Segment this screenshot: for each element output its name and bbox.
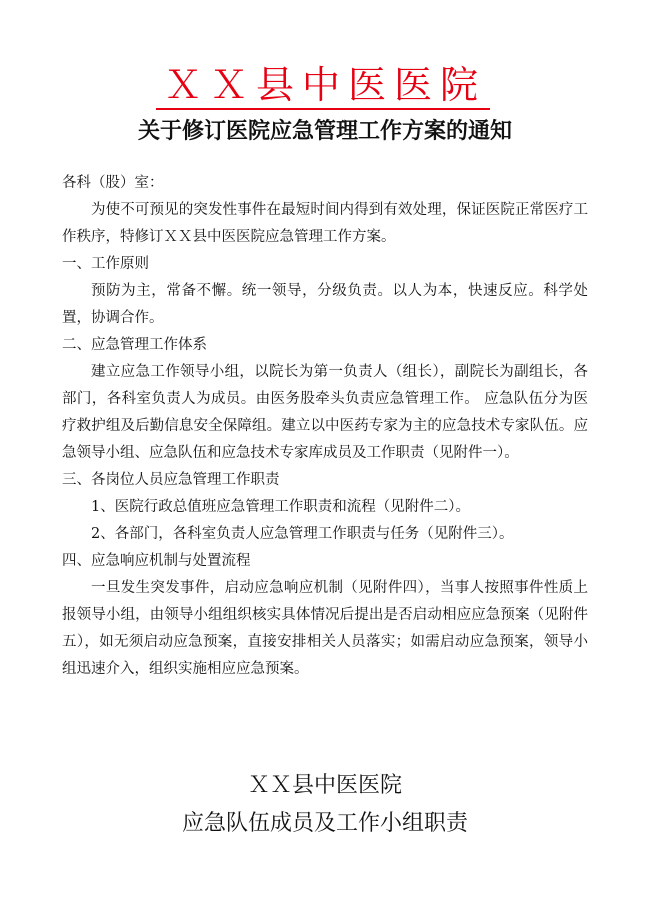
section-paragraph: 2、各部门，各科室负责人应急管理工作职责与任务（见附件三）。 <box>91 526 514 542</box>
section-heading: 二、应急管理工作体系 <box>62 337 207 353</box>
section-paragraph: 一旦发生突发事件，启动应急响应机制（见附件四），当事人按照事件性质上报领导小组，由领导小组组织核实具体情况后提出是否启动相应应急预案（见附件五），如无须启动应急预案，直接安排相关人员落实；如需启动应急预案，领导小组迅速介入，组织实施相应应急预案。 <box>62 580 588 677</box>
section-paragraph: 预防为主，常备不懈。统一领导，分级负责。以人为本，快速反应。科学处置，协调合作。 <box>62 283 588 326</box>
appendix-org-name: ＸＸ县中医医院 <box>247 773 402 798</box>
appendix-title: 应急队伍成员及工作小组职责 <box>181 811 468 836</box>
section-paragraph: 建立应急工作领导小组，以院长为第一负责人（组长），副院长为副组长，各部门，各科室负责人为成员。由医务股牵头负责应急管理工作。 应急队伍分为医疗救护组及后勤信息安全保障组。建立以中医药专家为主的应急技术专家队伍。应急领导小组、应急队伍和应急技术专家库成员及工作职责（见附件一）。 <box>62 364 588 461</box>
section-heading: 四、应急响应机制与处置流程 <box>62 553 251 569</box>
section-heading: 三、各岗位人员应急管理工作职责 <box>62 472 280 488</box>
notice-body <box>62 170 588 683</box>
notice-title: 关于修订医院应急管理工作方案的通知 <box>137 118 512 144</box>
intro-paragraph: 为使不可预见的突发性事件在最短时间内得到有效处理，保证医院正常医疗工作秩序，特修订ＸＸ县中医医院应急管理工作方案。 <box>62 202 588 245</box>
section-heading: 一、工作原则 <box>62 256 149 272</box>
section-paragraph: 1、医院行政总值班应急管理工作职责和流程（见附件二）。 <box>91 499 470 515</box>
red-header-org-name: ＸＸ县中医医院 <box>163 63 486 107</box>
red-header-underline <box>156 108 490 110</box>
salutation: 各科（股）室： <box>62 175 164 191</box>
